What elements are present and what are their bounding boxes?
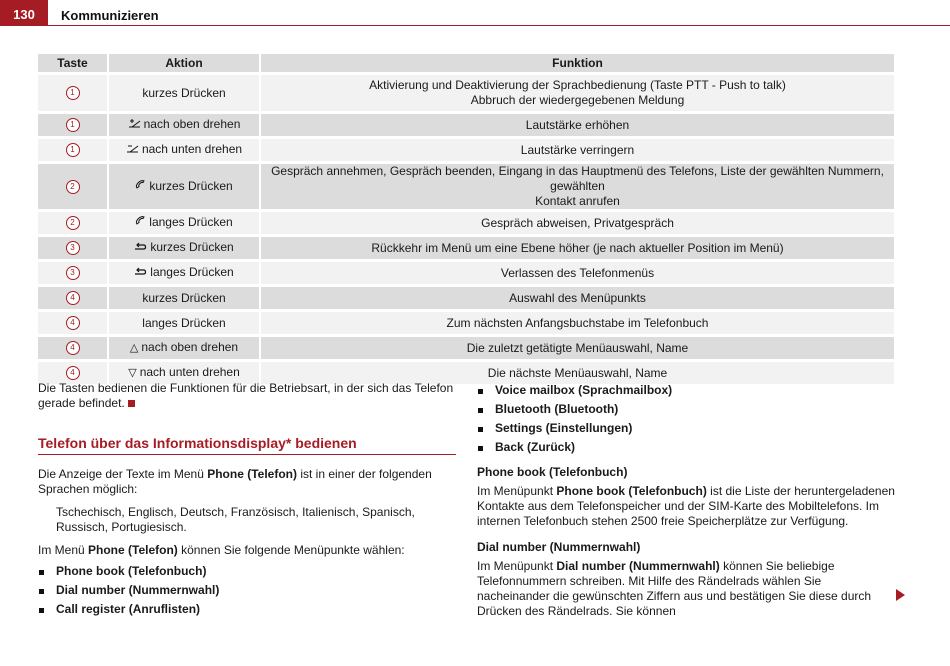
key-badge: 2 (66, 216, 80, 230)
list-item: Voice mailbox (Sprachmailbox) (477, 381, 895, 400)
function-cell: Gespräch annehmen, Gespräch beenden, Eingang in das Hauptmenü des Telefons, Liste der gewählten Nummern, gewählten Kontakt anrufen (261, 164, 894, 209)
action-cell: langes Drücken (109, 312, 261, 334)
function-cell: Rückkehr im Menü um eine Ebene höher (je nach aktueller Position im Menü) (261, 237, 894, 259)
dial-number-paragraph: Im Menüpunkt Dial number (Nummernwahl) können Sie beliebige Telefonnummern schreiben. Mit Hilfe des Rändelrads wählen Sie nacheinander die gewünschten Ziffern aus und bestätigen Sie diese durch Drücken des Rändelrads. Sie können (477, 559, 872, 618)
action-cell: kurzes Drücken (109, 237, 261, 259)
action-cell: langes Drücken (109, 262, 261, 284)
function-cell: Die nächste Menüauswahl, Name (261, 362, 894, 384)
language-paragraph: Die Anzeige der Texte im Menü Phone (Telefon) ist in einer der folgenden Sprachen möglich: (38, 467, 432, 496)
function-cell: Auswahl des Menüpunkts (261, 287, 894, 309)
phone-icon (135, 179, 146, 195)
key-badge: 4 (66, 316, 80, 330)
phone-book-heading: Phone book (Telefonbuch) (477, 465, 628, 479)
key-badge: 1 (66, 118, 80, 132)
list-item: Phone book (Telefonbuch) (38, 562, 456, 581)
key-badge: 1 (66, 143, 80, 157)
action-cell: kurzes Drücken (109, 75, 261, 111)
table-row (38, 287, 894, 309)
function-cell: Zum nächsten Anfangsbuchstabe im Telefonbuch (261, 312, 894, 334)
column-header-function: Funktion (261, 54, 894, 72)
key-badge: 4 (66, 341, 80, 355)
table-header-row (38, 54, 894, 72)
right-column (477, 381, 895, 619)
dial-number-heading: Dial number (Nummernwahl) (477, 540, 641, 554)
function-cell: Aktivierung und Deaktivierung der Sprachbedienung (Taste PTT - Push to talk) Abbruch der wiedergegebenen Meldung (261, 75, 894, 111)
table-row (38, 164, 894, 209)
back-arrow-icon (134, 266, 147, 281)
action-cell: nach unten drehen (109, 139, 261, 161)
phone-icon (135, 215, 146, 231)
key-badge: 1 (66, 86, 80, 100)
left-column (38, 381, 456, 619)
table-row (38, 262, 894, 284)
chapter-title: Kommunizieren (61, 8, 159, 23)
triangle-up-icon: △ (129, 342, 139, 354)
table-row (38, 312, 894, 334)
table-row (38, 212, 894, 234)
table-row (38, 75, 894, 111)
action-cell: ▽ nach unten drehen (109, 362, 261, 384)
volume-down-icon (126, 143, 139, 158)
menu-item-list (38, 562, 456, 619)
action-cell: kurzes Drücken (109, 287, 261, 309)
table-row (38, 139, 894, 161)
volume-up-icon (128, 118, 141, 133)
list-item: Back (Zurück) (477, 438, 895, 457)
action-cell: kurzes Drücken (109, 164, 261, 209)
column-header-key: Taste (38, 54, 109, 72)
list-item: Call register (Anruflisten) (38, 600, 456, 619)
controls-table (38, 51, 894, 387)
action-cell: △ nach oben drehen (109, 337, 261, 359)
key-badge: 2 (66, 180, 80, 194)
list-item: Bluetooth (Bluetooth) (477, 400, 895, 419)
list-item: Dial number (Nummernwahl) (38, 581, 456, 600)
intro-paragraph: Die Tasten bedienen die Funktionen für die Betriebsart, in der sich das Telefon gerade befindet. (38, 381, 454, 410)
function-cell: Die zuletzt getätigte Menüauswahl, Name (261, 337, 894, 359)
back-arrow-icon (134, 241, 147, 256)
triangle-down-icon: ▽ (128, 367, 137, 379)
action-cell: nach oben drehen (109, 114, 261, 136)
section-end-marker (128, 400, 135, 407)
header-divider (48, 25, 950, 26)
phone-book-paragraph: Im Menüpunkt Phone book (Telefonbuch) ist die Liste der heruntergeladenen Kontakte aus dem Telefonspeicher und der SIM-Karte des Mobiltelefons. Im internen Telefonbuch stehen 2500 freie Speicherplätze zur Verfügung. (477, 484, 895, 528)
key-badge: 4 (66, 366, 80, 380)
menu-paragraph: Im Menü Phone (Telefon) können Sie folgende Menüpunkte wählen: (38, 543, 405, 557)
column-header-action: Aktion (109, 54, 261, 72)
section-heading: Telefon über das Informationsdisplay* bedienen (38, 436, 456, 455)
next-page-arrow-icon (896, 589, 905, 601)
menu-item-list-continued (477, 381, 895, 457)
table-row (38, 237, 894, 259)
table-row (38, 114, 894, 136)
language-list: Tschechisch, Englisch, Deutsch, Französisch, Italienisch, Spanisch, Russisch, Portugiesisch. (56, 505, 415, 534)
function-cell: Verlassen des Telefonmenüs (261, 262, 894, 284)
list-item: Settings (Einstellungen) (477, 419, 895, 438)
page-header (0, 0, 950, 26)
key-badge: 3 (66, 241, 80, 255)
page-number: 130 (0, 0, 48, 26)
function-cell: Lautstärke erhöhen (261, 114, 894, 136)
key-badge: 4 (66, 291, 80, 305)
key-badge: 3 (66, 266, 80, 280)
table-row (38, 337, 894, 359)
action-cell: langes Drücken (109, 212, 261, 234)
function-cell: Gespräch abweisen, Privatgespräch (261, 212, 894, 234)
function-cell: Lautstärke verringern (261, 139, 894, 161)
